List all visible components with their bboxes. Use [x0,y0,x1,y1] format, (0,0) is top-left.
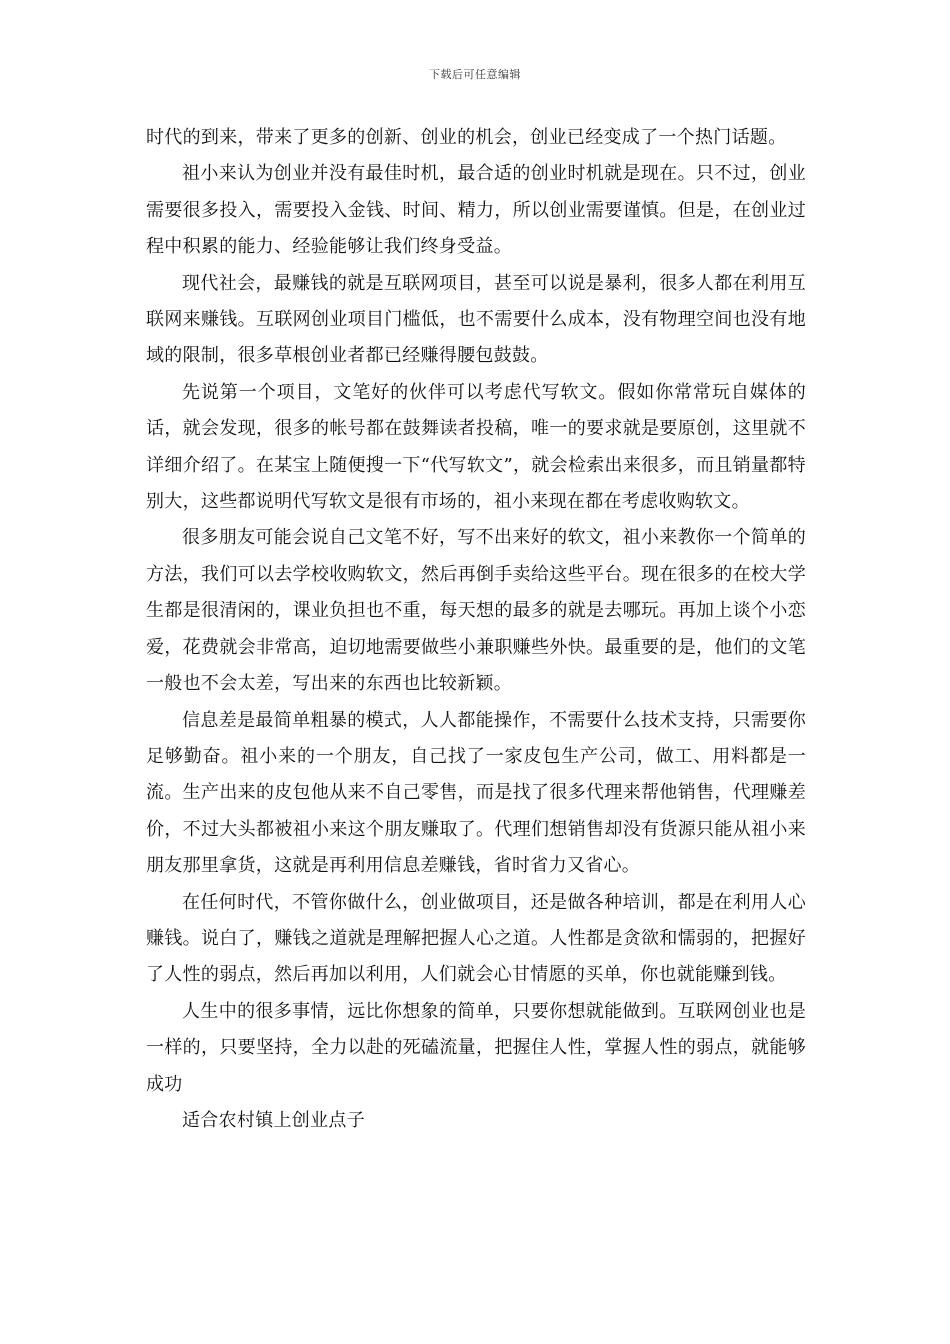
paragraph: 现代社会，最赚钱的就是互联网项目，甚至可以说是暴利，很多人都在利用互联网来赚钱。互联网创业项目门槛低，也不需要什么成本，没有物理空间也没有地域的限制，很多草根创业者都已经赚得腰包鼓鼓。 [146,272,806,367]
paragraph: 信息差是最简单粗暴的模式，人人都能操作，不需要什么技术支持，只需要你足够勤奋。祖小来的一个朋友，自己找了一家皮包生产公司，做工、用料都是一流。生产出来的皮包他从来不自己零售，而是找了很多代理来帮他销售，代理赚差价，不过大头都被祖小来这个朋友赚取了。代理们想销售却没有货源只能从祖小来朋友那里拿货，这就是再利用信息差赚钱，省时省力又省心。 [146,709,806,877]
paragraph: 祖小来认为创业并没有最佳时机，最合适的创业时机就是现在。只不过，创业需要很多投入，需要投入金钱、时间、精力，所以创业需要谨慎。但是，在创业过程中积累的能力、经验能够让我们终身受益。 [146,163,806,258]
document-body [146,120,806,1139]
paragraph: 在任何时代，不管你做什么，创业做项目，还是做各种培训，都是在利用人心赚钱。说白了，赚钱之道就是理解把握人心之道。人性都是贪欲和懦弱的，把握好了人性的弱点，然后再加以利用，人们就会心甘情愿的买单，你也就能赚到钱。 [146,891,806,986]
page-header-note: 下载后可任意编辑 [429,68,521,81]
paragraph: 时代的到来，带来了更多的创新、创业的机会，创业已经变成了一个热门话题。 [146,127,787,148]
section-heading: 适合农村镇上创业点子 [182,1109,365,1131]
paragraph: 人生中的很多事情，远比你想象的简单，只要你想就能做到。互联网创业也是一样的，只要坚持，全力以赴的死磕流量，把握住人性，掌握人性的弱点，就能够成功 [146,1000,806,1095]
paragraph: 很多朋友可能会说自己文笔不好，写不出来好的软文，祖小来教你一个简单的方法，我们可以去学校收购软文，然后再倒手卖给这些平台。现在很多的在校大学生都是很清闲的，课业负担也不重，每天想的最多的就是去哪玩。再加上谈个小恋爱，花费就会非常高，迫切地需要做些小兼职赚些外快。最重要的是，他们的文笔一般也不会太差，写出来的东西也比较新颖。 [146,527,806,695]
paragraph: 先说第一个项目，文笔好的伙伴可以考虑代写软文。假如你常常玩自媒体的话，就会发现，很多的帐号都在鼓舞读者投稿，唯一的要求就是要原创，这里就不详细介绍了。在某宝上随便搜一下“代写软文”，就会检索出来很多，而且销量都特别大，这些都说明代写软文是很有市场的，祖小来现在都在考虑收购软文。 [146,381,806,513]
